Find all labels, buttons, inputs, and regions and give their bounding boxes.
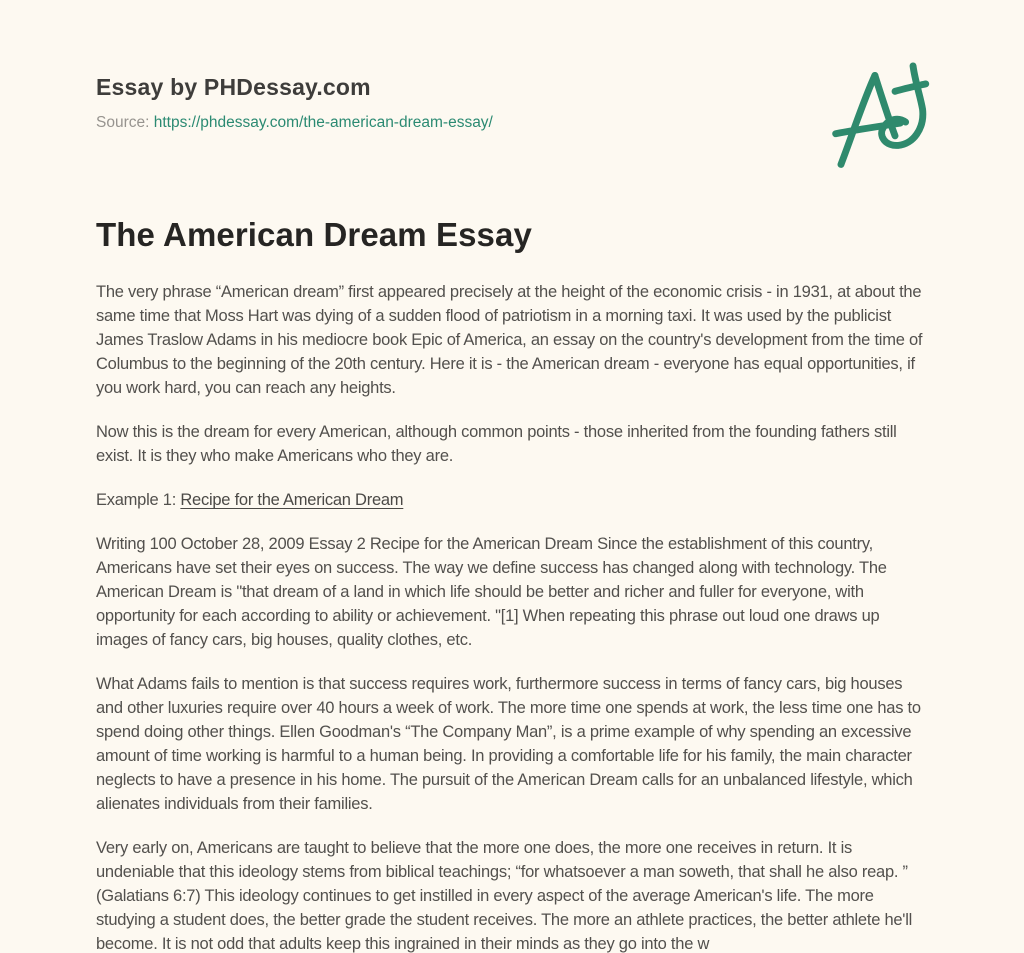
- source-line: [96, 114, 928, 132]
- paragraph-body-3: Very early on, Americans are taught to believe that the more one does, the more one receives in return. It is undeniable that this ideology stems from biblical teachings; “for whatsoever a man soweth, that shall he also reap. ” (Galatians 6:7) This ideology continues to get instilled in every aspect of the average American's life. The more studying a student does, the better grade the student receives. The more an athlete practices, the better athlete he'll become. It is not odd that adults keep this ingrained in their minds as they go into the w: [96, 839, 913, 953]
- essay-title: The American Dream Essay: [96, 216, 532, 253]
- source-label: Source:: [96, 114, 150, 131]
- source-link[interactable]: https://phdessay.com/the-american-dream-essay/: [153, 114, 493, 131]
- paragraph-body-1: Writing 100 October 28, 2009 Essay 2 Recipe for the American Dream Since the establishment of this country, Americans have set their eyes on success. The way we define success has changed along with technology. The American Dream is "that dream of a land in which life should be better and richer and fuller for everyone, with opportunity for each according to ability or achievement. "[1] When repeating this phrase out loud one draws up images of fancy cars, big houses, quality clothes, etc.: [96, 535, 887, 649]
- site-title: Essay by PHDessay.com: [96, 74, 371, 100]
- paragraph-body-2: What Adams fails to mention is that success requires work, furthermore success in terms of fancy cars, big houses and other luxuries require over 40 hours a week of work. The more time one spends at work, the less time one has to spend doing other things. Ellen Goodman's “The Company Man”, is a prime example of why spending an excessive amount of time working is harmful to a human being. In providing a comfortable life for his family, the main character neglects to have a presence in his home. The pursuit of the American Dream calls for an unbalanced lifestyle, which alienates individuals from their families.: [96, 675, 921, 813]
- paragraph-intro-2: Now this is the dream for every American, although common points - those inherited from the founding fathers still exist. It is they who make Americans who they are.: [96, 423, 897, 465]
- example-label: Example 1:: [96, 491, 181, 509]
- example-line: [96, 488, 928, 512]
- essay-article: [96, 216, 928, 953]
- example-link[interactable]: Recipe for the American Dream: [180, 491, 404, 509]
- paragraph-intro-1: The very phrase “American dream” first appeared precisely at the height of the economic crisis - in 1931, at about the same time that Moss Hart was dying of a sudden flood of patriotism in a morning taxi. It was used by the publicist James Traslow Adams in his mediocre book Epic of America, an essay on the country's development from the time of Columbus to the beginning of the 20th century. Here it is - the American dream - everyone has equal opportunities, if you work hard, you can reach any heights.: [96, 283, 923, 397]
